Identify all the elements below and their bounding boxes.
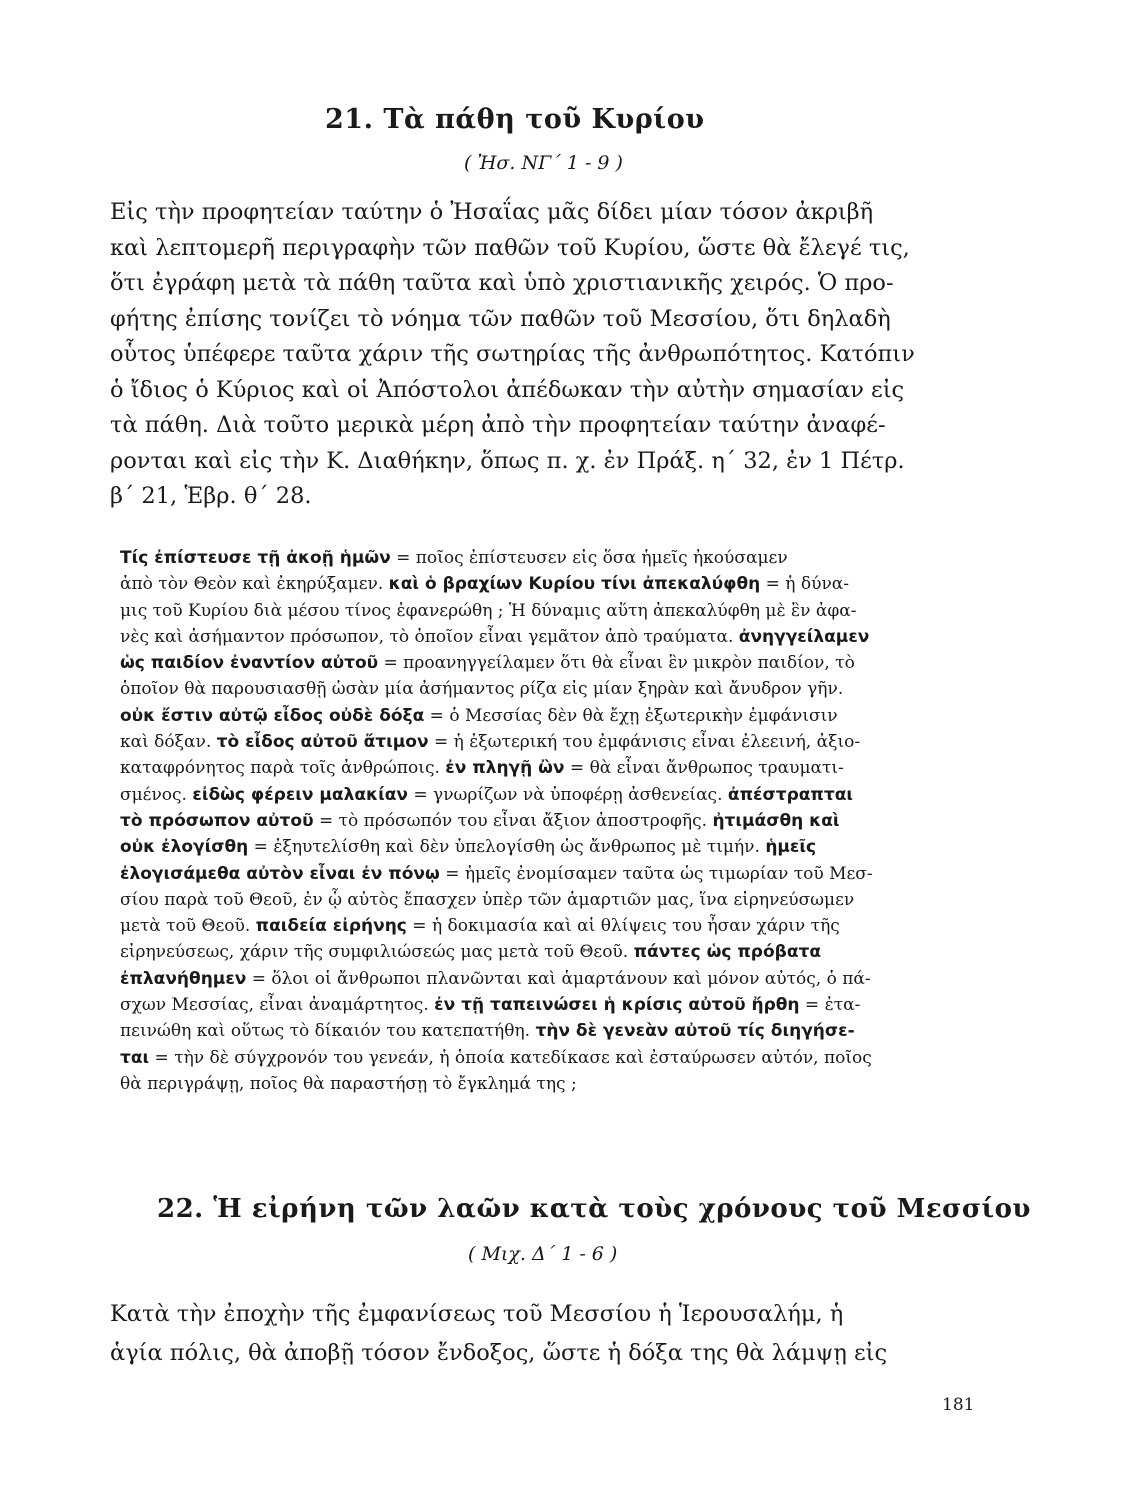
- gloss: = ἡ δύνα-: [760, 574, 850, 595]
- lemma: ἀπέστραπται: [727, 784, 854, 805]
- commentary-line: [120, 1071, 965, 1097]
- section-21-paragraph-line: ὅτι ἐγράφη μετὰ τὰ πάθη ταῦτα καὶ ὑπὸ χριστιανικῆς χειρός. Ὁ προ-: [110, 270, 894, 296]
- gloss: = ὁ Μεσσίας δὲν θὰ ἔχῃ ἐξωτερικὴν ἐμφάνισιν: [424, 705, 838, 726]
- commentary-line: [120, 887, 965, 913]
- section-21-title: 21. Τὰ πάθη τοῦ Κυρίου: [325, 104, 705, 135]
- gloss: καὶ δόξαν.: [120, 732, 217, 753]
- lemma: παιδεία εἰρήνης: [255, 916, 407, 937]
- section-22-paragraph-line: ἁγία πόλις, θὰ ἀποβῇ τόσον ἔνδοξος, ὥστε ἡ δόξα της θὰ λάμψῃ εἰς: [110, 1340, 888, 1366]
- section-22-reference: ( Μιχ. Δ΄ 1 - 6 ): [468, 1243, 618, 1265]
- section-21-commentary: [120, 545, 965, 1097]
- commentary-line: [120, 1018, 965, 1044]
- section-21-paragraph-line: καὶ λεπτομερῆ περιγραφὴν τῶν παθῶν τοῦ Κυρίου, ὥστε θὰ ἔλεγέ τις,: [110, 234, 910, 261]
- lemma: ἡμεῖς: [765, 837, 817, 858]
- gloss: πεινώθη καὶ οὕτως τὸ δίκαιόν του κατεπατήθη.: [120, 1021, 536, 1042]
- section-22-title: 22. Ἡ εἰρήνη τῶν λαῶν κατὰ τοὺς χρόνους τοῦ Μεσσίου: [157, 1194, 1031, 1224]
- lemma: τὸ εἶδος αὐτοῦ ἄτιμον: [216, 732, 429, 753]
- gloss: σχων Μεσσίας, εἶναι ἀναμάρτητος.: [120, 995, 435, 1016]
- gloss: σμένος.: [120, 784, 193, 805]
- gloss: καταφρόνητος παρὰ τοῖς ἀνθρώποις.: [120, 758, 446, 779]
- section-21-paragraph-line: ὁ ἴδιος ὁ Κύριος καὶ οἱ Ἀπόστολοι ἀπέδωκαν τὴν αὐτὴν σημασίαν εἰς: [110, 376, 905, 403]
- lemma: ἐν πληγῇ ὢν: [445, 758, 565, 779]
- lemma: ὡς παιδίον ἐναντίον αὐτοῦ: [120, 653, 379, 674]
- gloss: = ἡμεῖς ἐνομίσαμεν ταῦτα ὡς τιμωρίαν τοῦ Μεσ-: [439, 863, 873, 884]
- lemma: ἠτιμάσθη καὶ: [712, 810, 840, 831]
- lemma: εἰδὼς φέρειν μαλακίαν: [192, 784, 408, 805]
- lemma: πάντες ὡς πρόβατα: [633, 942, 822, 963]
- commentary-line: [120, 598, 965, 624]
- commentary-line: [120, 939, 965, 965]
- commentary-line: [120, 676, 965, 702]
- commentary-line: [120, 1045, 965, 1071]
- commentary-line: [120, 703, 965, 729]
- lemma: ται: [120, 1047, 150, 1068]
- gloss: εἰρηνεύσεως, χάριν τῆς συμφιλιώσεώς μας μετὰ τοῦ Θεοῦ.: [120, 942, 634, 963]
- commentary-line: [120, 571, 965, 597]
- gloss: = ἡ ἐξωτερική του ἐμφάνισις εἶναι ἐλεεινή, ἀξιο-: [428, 732, 861, 753]
- commentary-line: [120, 545, 965, 571]
- section-22-paragraph: [110, 1295, 960, 1373]
- gloss: νὲς καὶ ἀσήμαντον πρόσωπον, τὸ ὁποῖον εἶναι γεμᾶτον ἀπὸ τραύματα.: [120, 626, 739, 647]
- commentary-line: [120, 624, 965, 650]
- section-21-paragraph-line: β΄ 21, Ἑβρ. θ΄ 28.: [110, 483, 312, 509]
- section-22-paragraph-line: Κατὰ τὴν ἐποχὴν τῆς ἐμφανίσεως τοῦ Μεσσίου ἡ Ἱερουσαλήμ, ἡ: [110, 1301, 844, 1327]
- commentary-line: [120, 650, 965, 676]
- commentary-line: [120, 992, 965, 1018]
- commentary-line: [120, 808, 965, 834]
- section-21-reference: ( Ἠσ. ΝΓ΄ 1 - 9 ): [464, 152, 623, 174]
- gloss: = τὸ πρόσωπόν του εἶναι ἄξιον ἀποστροφῆς.: [313, 810, 713, 831]
- gloss: = ὅλοι οἱ ἄνθρωποι πλανῶνται καὶ ἁμαρτάνουν καὶ μόνον αὐτός, ὁ πά-: [246, 968, 871, 989]
- gloss: = τὴν δὲ σύγχρονόν του γενεάν, ἡ ὁποία κατεδίκασε καὶ ἐσταύρωσεν αὐτόν, ποῖος: [149, 1047, 872, 1068]
- lemma: ἀνηγγείλαμεν: [738, 626, 870, 647]
- section-21-paragraph-line: οὗτος ὑπέφερε ταῦτα χάριν τῆς σωτηρίας τῆς ἀνθρωπότητος. Κατόπιν: [110, 341, 915, 367]
- commentary-line: [120, 755, 965, 781]
- gloss: = ποῖος ἐπίστευσεν εἰς ὅσα ἡμεῖς ἠκούσαμεν: [390, 548, 788, 568]
- lemma: τὸ πρόσωπον αὐτοῦ: [120, 810, 314, 831]
- lemma: τὴν δὲ γενεὰν αὐτοῦ τίς διηγήσε-: [535, 1021, 855, 1042]
- section-21-paragraph-line: τὰ πάθη. Διὰ τοῦτο μερικὰ μέρη ἀπὸ τὴν προφητείαν ταύτην ἀναφέ-: [110, 412, 886, 438]
- commentary-line: [120, 782, 965, 808]
- lemma: καὶ ὁ βραχίων Κυρίου τίνι ἀπεκαλύφθη: [388, 574, 761, 595]
- lemma: οὐκ ἐλογίσθη: [120, 837, 249, 858]
- gloss: = θὰ εἶναι ἄνθρωπος τραυματι-: [564, 758, 844, 779]
- gloss: ἀπὸ τὸν Θεὸν καὶ ἐκηρύξαμεν.: [120, 574, 389, 595]
- gloss: σίου παρὰ τοῦ Θεοῦ, ἐν ᾧ αὐτὸς ἔπασχεν ὑπὲρ τῶν ἁμαρτιῶν μας, ἵνα εἰρηνεύσωμεν: [120, 889, 855, 910]
- gloss: ὁποῖον θὰ παρουσιασθῇ ὡσὰν μία ἀσήμαντος ρίζα εἰς μίαν ξηρὰν καὶ ἄνυδρον γῆν.: [120, 679, 844, 700]
- gloss: = ἐξηυτελίσθη καὶ δὲν ὑπελογίσθη ὡς ἄνθρωπος μὲ τιμήν.: [248, 837, 766, 858]
- gloss: μις τοῦ Κυρίου διὰ μέσου τίνος ἐφανερώθη ; Ἡ δύναμις αὕτη ἀπεκαλύφθη μὲ ἓν ἀφα-: [120, 600, 857, 621]
- page-number: 181: [942, 1395, 975, 1415]
- lemma: ἐλογισάμεθα αὐτὸν εἶναι ἐν πόνῳ: [120, 863, 440, 884]
- section-21-paragraph-line: ρονται καὶ εἰς τὴν Κ. Διαθήκην, ὅπως π. χ. ἐν Πράξ. η΄ 32, ἐν 1 Πέτρ.: [110, 447, 905, 474]
- lemma: ἐπλανήθημεν: [120, 968, 247, 989]
- gloss: μετὰ τοῦ Θεοῦ.: [120, 916, 256, 937]
- commentary-line: [120, 966, 965, 992]
- commentary-line: [120, 861, 965, 887]
- commentary-line: [120, 834, 965, 860]
- lemma: οὐκ ἔστιν αὐτῷ εἶδος οὐδὲ δόξα: [120, 705, 425, 726]
- gloss: θὰ περιγράψῃ, ποῖος θὰ παραστήσῃ τὸ ἔγκλημά της ;: [120, 1073, 577, 1094]
- commentary-line: [120, 913, 965, 939]
- gloss: = ἡ δοκιμασία καὶ αἱ θλίψεις του ἦσαν χάριν τῆς: [406, 916, 840, 937]
- gloss: = γνωρίζων νὰ ὑποφέρῃ ἀσθενείας.: [408, 784, 728, 805]
- gloss: = προανηγγείλαμεν ὅτι θὰ εἶναι ἓν μικρὸν παιδίον, τὸ: [378, 653, 855, 674]
- section-21-paragraph: [110, 195, 960, 515]
- gloss: = ἐτα-: [799, 995, 861, 1016]
- lemma: Τίς ἐπίστευσε τῇ ἀκοῇ ἡμῶν: [120, 548, 391, 568]
- commentary-line: [120, 729, 965, 755]
- section-21-paragraph-line: Εἰς τὴν προφητείαν ταύτην ὁ Ἠσαΐας μᾶς δίδει μίαν τόσον ἀκριβῆ: [110, 199, 874, 225]
- section-21-paragraph-line: φήτης ἐπίσης τονίζει τὸ νόημα τῶν παθῶν τοῦ Μεσσίου, ὅτι δηλαδὴ: [110, 305, 891, 332]
- lemma: ἐν τῇ ταπεινώσει ἡ κρίσις αὐτοῦ ἤρθη: [434, 995, 800, 1016]
